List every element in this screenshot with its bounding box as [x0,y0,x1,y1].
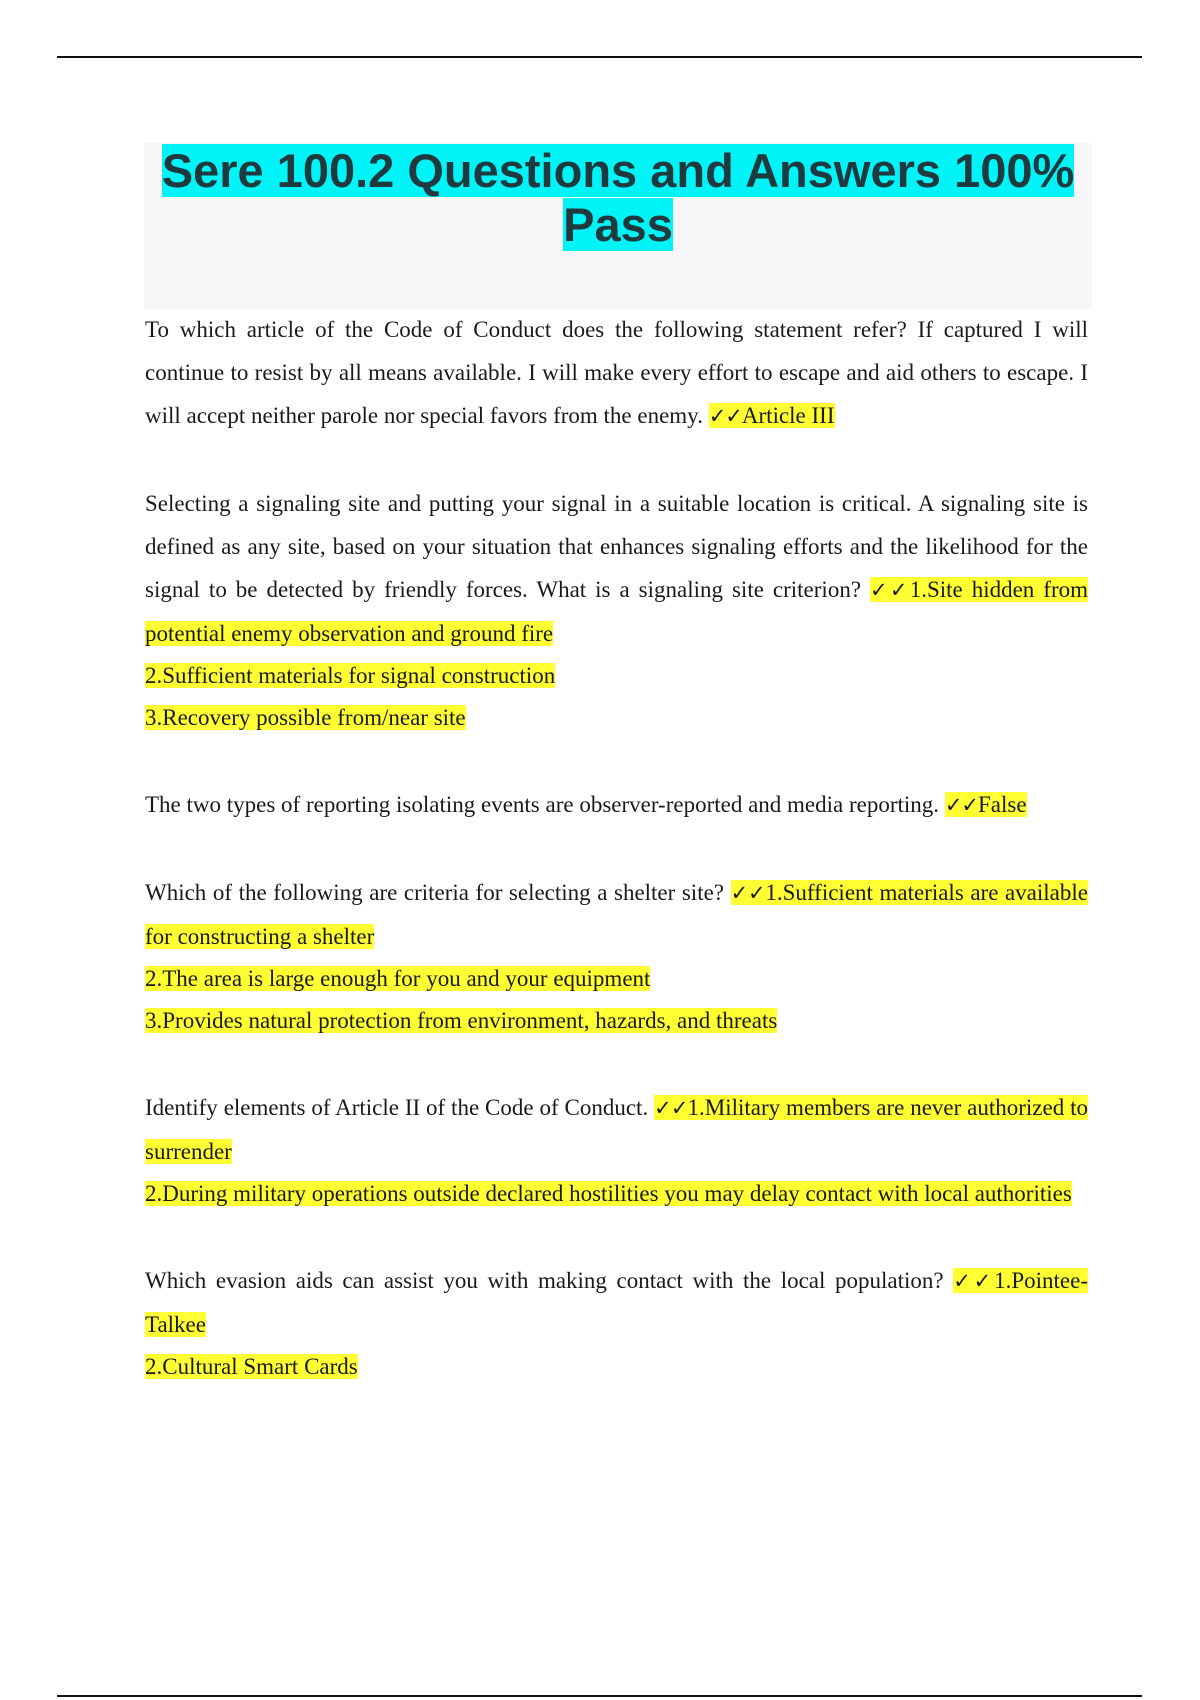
qa-item [145,308,1088,438]
answer-text: 2.Sufficient materials for signal construction [145,663,556,688]
question-paragraph [145,308,1088,438]
title-line-2: Pass [563,198,673,251]
answer-text: False [978,792,1027,817]
question-text: Selecting a signaling site and putting your signal in a suitable location is critical. A signaling site is defined as any site, based on your situation that enhances signaling efforts and the likelihood for the signal to be detected by friendly forces. What is a signaling site criterion? [145,491,1088,602]
question-text: To which article of the Code of Conduct does the following statement refer? If captured I will continue to resist by all means available. I will make every effort to escape and aid others to escape. I will accept neither parole nor special favors from the enemy. [145,317,1088,428]
title-line-1: Sere 100.2 Questions and Answers 100% [161,144,1075,197]
question-text: The two types of reporting isolating events are observer-reported and media reporting. [145,792,940,817]
double-check-icon: ✓✓ [730,881,766,905]
qa-item [145,1086,1088,1215]
double-check-icon: ✓✓ [953,1269,995,1293]
qa-item [145,783,1088,827]
qa-item [145,482,1088,739]
question-text: Which of the following are criteria for selecting a shelter site? [145,880,725,905]
question-text: Which evasion aids can assist you with making contact with the local population? [145,1268,944,1293]
double-check-icon: ✓✓ [944,793,979,817]
answer-text: Article III [741,403,835,428]
qa-item [145,1259,1088,1388]
answer-line [145,697,1088,739]
answer-text: 2.The area is large enough for you and your equipment [145,966,651,991]
answer-text: 1.Sufficient materials are available for constructing a shelter [145,880,1088,949]
answer-line [145,958,1088,1000]
answer-highlight [945,792,1027,817]
double-check-icon: ✓✓ [870,578,910,602]
question-text: Identify elements of Article II of the Code of Conduct. [145,1095,649,1120]
answer-line [145,1173,1088,1215]
qa-item [145,871,1088,1042]
qa-list [145,308,1088,1432]
footer-rule [57,1695,1142,1697]
answer-text: 3.Recovery possible from/near site [145,705,466,730]
answer-text: 2.Cultural Smart Cards [145,1354,358,1379]
question-paragraph [145,1259,1088,1346]
answer-line [145,1000,1088,1042]
double-check-icon: ✓✓ [654,1096,688,1120]
question-paragraph [145,1086,1088,1173]
document-title [144,143,1092,252]
answer-text: 3.Provides natural protection from environment, hazards, and threats [145,1008,778,1033]
title-block [144,143,1092,309]
double-check-icon: ✓✓ [708,404,742,428]
question-paragraph [145,871,1088,958]
answer-text: 2.During military operations outside declared hostilities you may delay contact with local authorities [145,1181,1072,1206]
answer-text: 1.Pointee-Talkee [145,1268,1088,1337]
answer-text: 1.Military members are never authorized to surrender [145,1095,1088,1164]
answer-line [145,1346,1088,1388]
answer-highlight [709,403,835,428]
question-paragraph [145,482,1088,655]
answer-line [145,655,1088,697]
header-rule [57,56,1142,58]
answer-text: 1.Site hidden from potential enemy observation and ground fire [145,577,1088,646]
question-paragraph [145,783,1088,827]
